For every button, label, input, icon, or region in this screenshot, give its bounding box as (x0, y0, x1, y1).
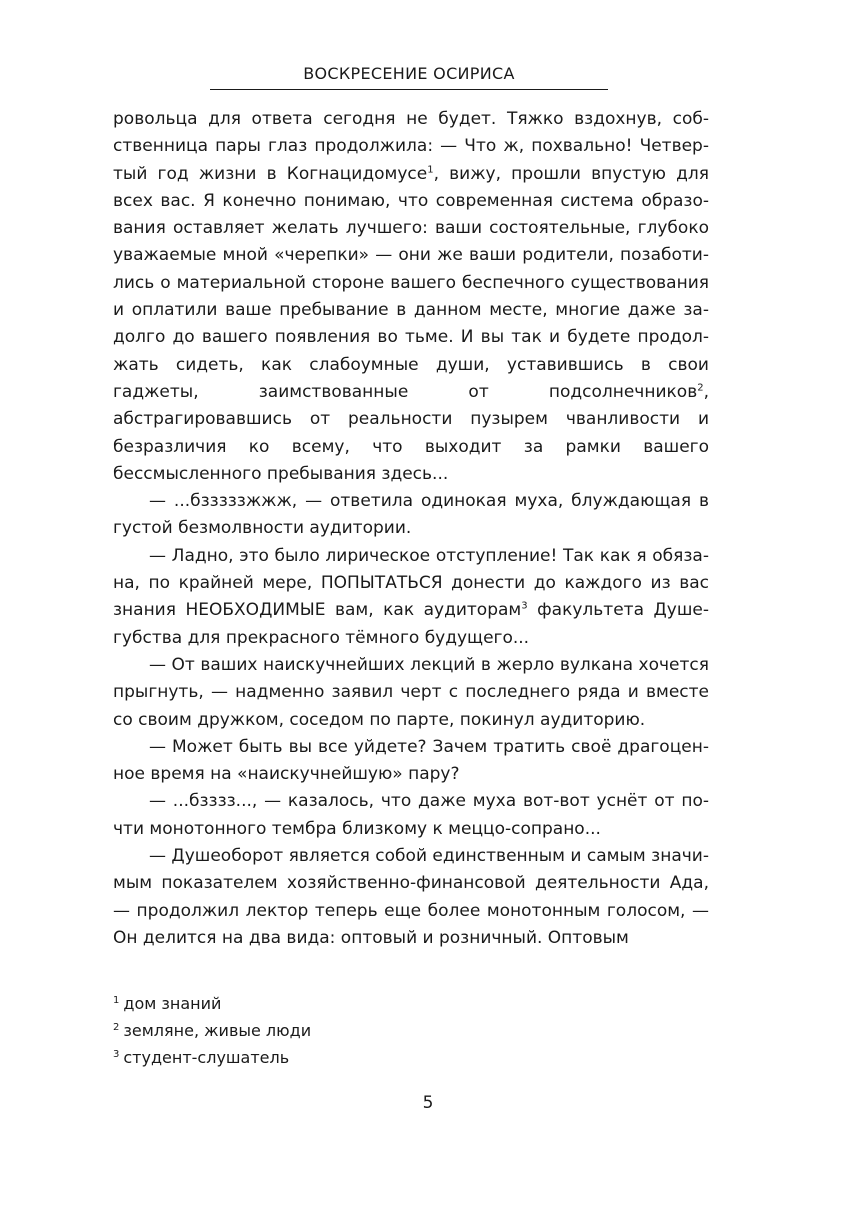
paragraph-text: — Ладно, это было лирическое отступление! Так как я обязана, по крайней мере, ПОПЫТАТЬСЯ донести до каждого из вас знания НЕОБХОДИМЫЕ вам, как аудиторам (113, 545, 709, 621)
running-header: ВОСКРЕСЕНИЕ ОСИРИСА (210, 64, 608, 90)
footnote-ref-2[interactable]: 2 (697, 382, 704, 394)
paragraph-5: — Может быть вы все уйдете? Зачем тратить своё драгоценное время на «наискучнейшую» пару? (113, 736, 709, 785)
paragraph-7: — Душеоборот является собой единственным и самым значимым показателем хозяйственно-финансовой деятельности Ада, — продолжил лектор теперь еще более монотонным голосом, — Он делится на два вида: оптовый и розничный. Оптовым (113, 846, 709, 948)
footnote-1 (113, 990, 709, 1017)
paragraph-2: — ...бзззззжжж, — ответила одинокая муха, блуждающая в густой безмолвности аудитории. (113, 491, 709, 539)
footnote-text: студент-слушатель (123, 1048, 290, 1067)
paragraph-text: факультета Душегубства для прекрасного тёмного будущего... (113, 600, 709, 648)
footnote-mark: 3 (113, 1048, 120, 1060)
page-number: 5 (422, 1093, 434, 1113)
paragraph-1 (113, 106, 709, 488)
footnote-text: дом знаний (123, 994, 222, 1013)
footnotes (113, 990, 709, 1071)
footnote-ref-1[interactable]: 1 (427, 163, 434, 175)
footnote-ref-3[interactable]: 3 (521, 600, 528, 612)
footnote-mark: 2 (113, 1021, 120, 1033)
footnote-3 (113, 1044, 709, 1071)
paragraph-4: — От ваших наискучнейших лекций в жерло вулкана хочется прыгнуть, — надменно заявил черт с последнего ряда и вместе со своим дружком, соседом по парте, покинул аудиторию. (113, 654, 709, 730)
paragraph-3 (113, 543, 709, 652)
paragraph-text: , вижу, прошли впустую для всех вас. Я конечно понимаю, что современная система образования оставляет желать лучшего: ваши состоятельные, глубоко уважаемые мной «черепки» — они же ваши родители, позаботились о материальной стороне вашего беспечного существования и оплатили ваше пребывание в данном месте, многие даже задолго до вашего появления во тьме. И вы так и будете продолжать сидеть, как слабоумные души, уставившись в свои гаджеты, заимствованные от подсолнечников (113, 163, 709, 402)
paragraph-6: — ...бзззз..., — казалось, что даже муха вот-вот уснёт от почти монотонного тембра близкому к меццо-сопрано... (113, 791, 709, 839)
paragraph-text: , абстрагировавшись от реальности пузырем чванливости и безразличия ко всему, что выходит за рамки вашего бессмысленного пребывания здесь... (113, 381, 709, 484)
footnote-2 (113, 1017, 709, 1044)
paragraph-text: ровольца для ответа сегодня не будет. Тяжко вздохнув, собственница пары глаз продолжила: — Что ж, похвально! Четвертый год жизни в Когнацидомусе (113, 109, 709, 184)
footnote-text: земляне, живые люди (123, 1021, 312, 1040)
footnote-mark: 1 (113, 994, 120, 1006)
main-text (113, 106, 709, 952)
